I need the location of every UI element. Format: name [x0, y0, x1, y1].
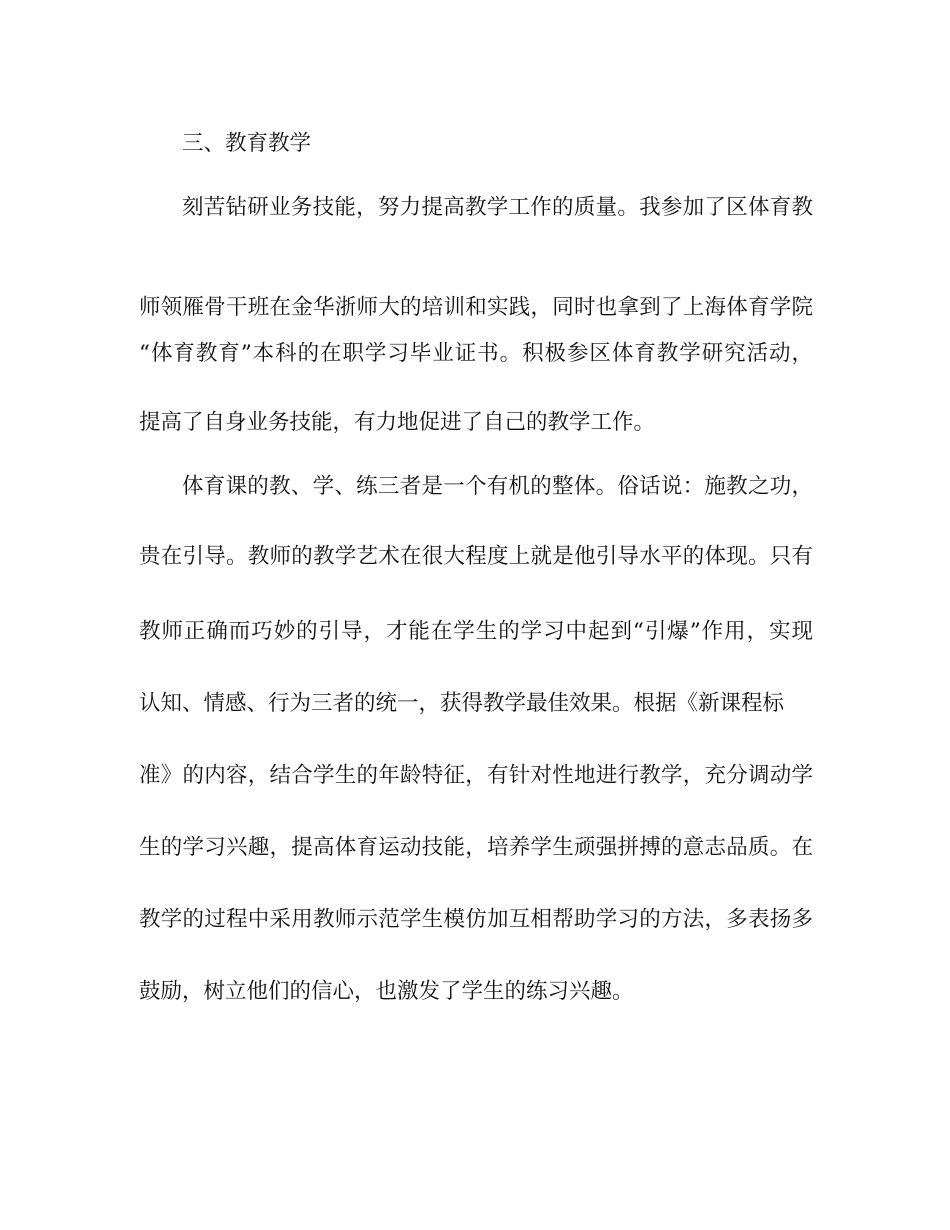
paragraph-1-line-4: 提高了自身业务技能，有力地促进了自己的教学工作。 — [139, 410, 656, 435]
paragraph-1-line-2: 师领雁骨干班在金华浙师大的培训和实践，同时也拿到了上海体育学院 — [139, 295, 813, 320]
paragraph-2-line-1: 体育课的教、学、练三者是一个有机的整体。俗话说：施教之功， — [182, 474, 813, 499]
paragraph-2-line-4: 认知、情感、行为三者的统一，获得教学最佳效果。根据《新课程标 — [139, 691, 785, 716]
paragraph-2-line-8: 鼓励，树立他们的信心，也激发了学生的练习兴趣。 — [139, 979, 634, 1004]
paragraph-2-line-6: 生的学习兴趣，提高体育运动技能，培养学生顽强拼搏的意志品质。在 — [139, 835, 813, 860]
paragraph-2-line-3: 教师正确而巧妙的引导，才能在学生的学习中起到“引爆”作用，实现 — [139, 619, 813, 644]
paragraph-2-line-7: 教学的过程中采用教师示范学生模仿加互相帮助学习的方法，多表扬多 — [139, 907, 813, 932]
paragraph-2-line-5: 准》的内容，结合学生的年龄特征，有针对性地进行教学，充分调动学 — [139, 763, 813, 788]
paragraph-2-line-2: 贵在引导。教师的教学艺术在很大程度上就是他引导水平的体现。只有 — [139, 544, 813, 569]
paragraph-1-line-3: “体育教育”本科的在职学习毕业证书。积极参区体育教学研究活动， — [139, 341, 813, 366]
paragraph-1-line-1: 刻苦钻研业务技能，努力提高教学工作的质量。我参加了区体育教 — [182, 195, 813, 220]
section-heading: 三、教育教学 — [182, 131, 312, 156]
